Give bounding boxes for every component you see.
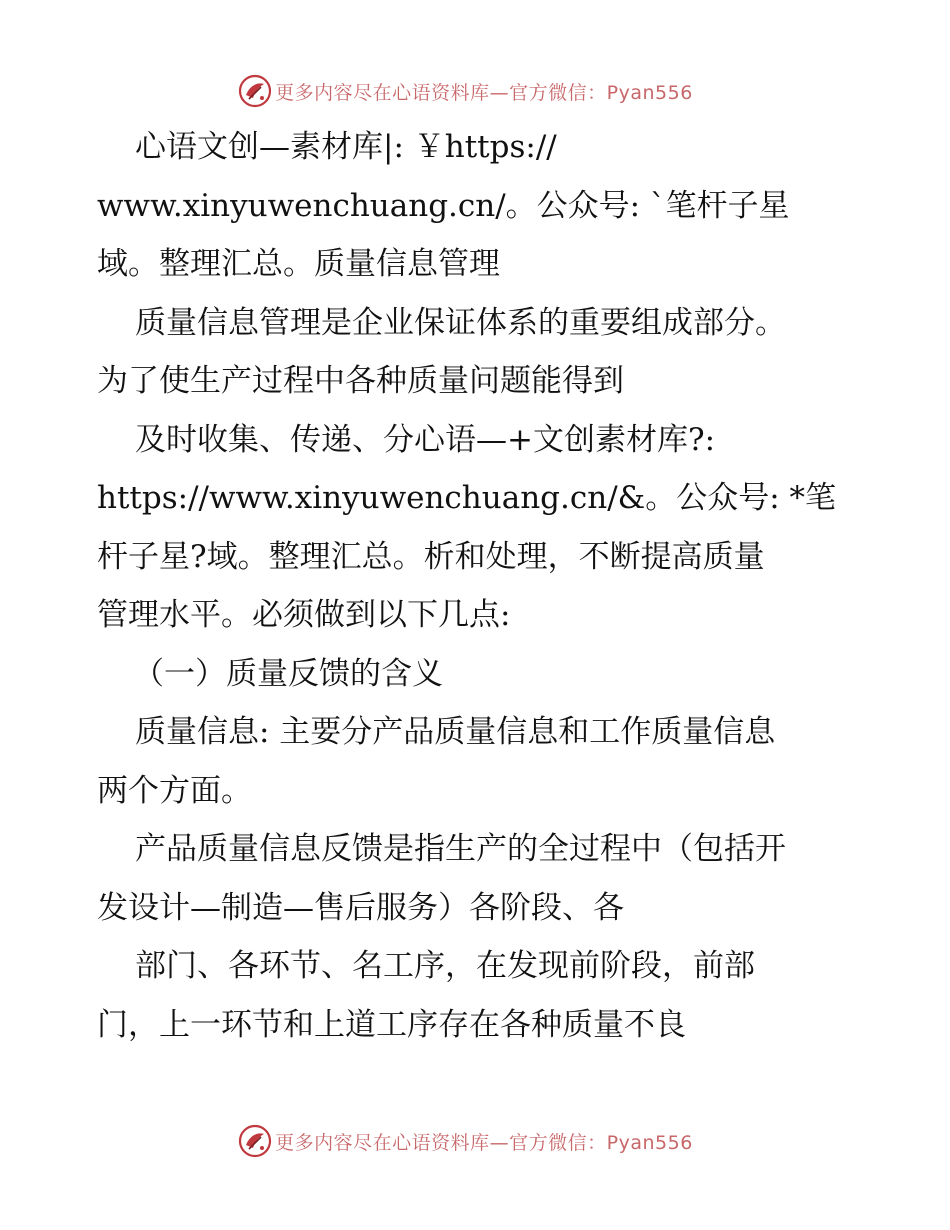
header-banner-text: 更多内容尽在心语资料库—官方微信：Pyan556: [275, 81, 693, 104]
paragraph-line: 两个方面。: [97, 772, 252, 809]
paragraph-line: 杆子星?域。整理汇总。析和处理，不断提高质量: [97, 538, 765, 575]
paragraph-line: 及时收集、传递、分心语—+文创素材库?:: [135, 421, 716, 458]
paragraph-line: 产品质量信息反馈是指生产的全过程中（包括开: [135, 831, 786, 867]
paragraph-line: 为了使生产过程中各种质量问题能得到: [97, 363, 624, 399]
paragraph-line: 门，上一环节和上道工序存在各种质量不良: [97, 1006, 686, 1043]
paragraph-line: 心语文创—素材库|: ￥https://: [135, 129, 557, 165]
paragraph-line: 部门、各环节、名工序，在发现前阶段，前部: [135, 948, 755, 984]
document-body: [97, 118, 867, 1054]
paragraph-line: 管理水平。必须做到以下几点:: [97, 597, 511, 633]
paragraph-line: www.xinyuwenchuang.cn/。公众号: `笔杆子星: [97, 187, 790, 224]
paragraph-line: 质量信息: 主要分产品质量信息和工作质量信息: [135, 714, 776, 750]
paragraph-line: 域。整理汇总。质量信息管理: [97, 246, 500, 282]
seal-logo-icon: [237, 73, 273, 109]
paragraph-line: 发设计—制造—售后服务）各阶段、各: [97, 889, 624, 926]
paragraph-line: https://www.xinyuwenchuang.cn/&。公众号: *笔: [97, 480, 837, 516]
header-banner-content: [237, 73, 693, 109]
footer-banner-content: [237, 1123, 693, 1159]
section-heading: （一）质量反馈的含义: [133, 655, 443, 692]
seal-logo-icon: [237, 1123, 273, 1159]
paragraph-line: 质量信息管理是企业保证体系的重要组成部分。: [135, 304, 786, 341]
footer-banner: [0, 1121, 950, 1161]
footer-banner-text: 更多内容尽在心语资料库—官方微信：Pyan556: [275, 1131, 693, 1154]
header-banner: [0, 71, 950, 111]
